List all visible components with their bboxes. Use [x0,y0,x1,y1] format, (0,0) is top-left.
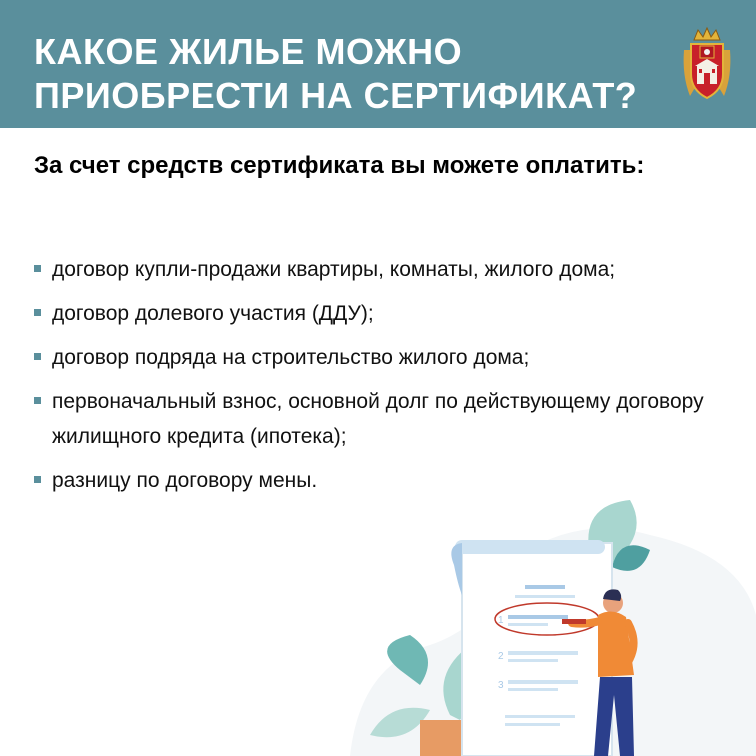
list-item: первоначальный взнос, основной долг по действующему договору жилищного кредита (ипотека); [34,384,734,454]
payment-options-list [34,252,734,507]
header-banner [0,0,756,128]
checklist-number: 1 [498,615,504,626]
coat-of-arms-icon [680,26,734,102]
intro-heading: За счет средств сертификата вы можете оплатить: [34,152,645,179]
list-item: договор купли-продажи квартиры, комнаты, жилого дома; [34,252,734,287]
bullet-marker [34,397,41,404]
list-item: договор подряда на строительство жилого дома; [34,340,734,375]
list-item: договор долевого участия (ДДУ); [34,296,734,331]
page-title: КАКОЕ ЖИЛЬЕ МОЖНО ПРИОБРЕСТИ НА СЕРТИФИКАТ? [34,31,638,116]
bullet-marker [34,309,41,316]
bullet-marker [34,476,41,483]
checklist-number: 2 [498,651,504,662]
bullet-marker [34,265,41,272]
bullet-marker [34,353,41,360]
checklist-number: 3 [498,680,504,691]
person-with-checklist-illustration [350,495,756,756]
list-item: разницу по договору мены. [34,463,734,498]
